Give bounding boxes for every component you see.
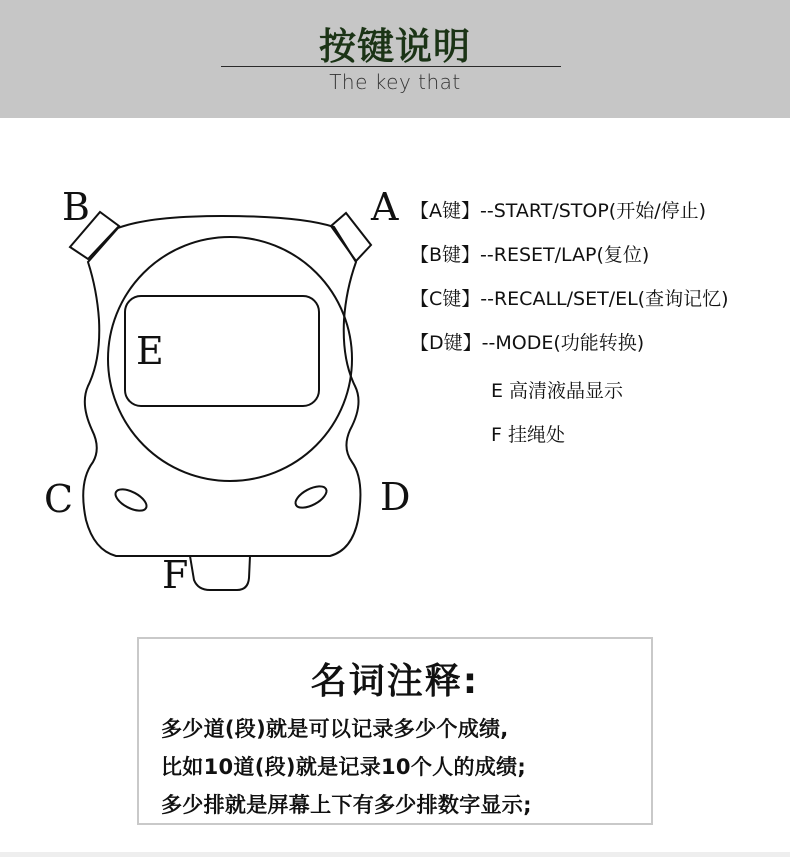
bottom-divider (0, 852, 790, 857)
label-a: A (371, 185, 399, 229)
page-title: 按键说明 (319, 25, 471, 68)
lanyard-loop-shape (190, 556, 250, 590)
button-d-shape (292, 482, 330, 512)
legend-f: F 挂绳处 (491, 424, 565, 446)
glossary-line-1: 多少道(段)就是可以记录多少个成绩, (161, 717, 509, 741)
glossary-box (137, 637, 653, 825)
title-divider (221, 66, 561, 67)
key-b-description: 【B键】--RESET/LAP(复位) (410, 244, 650, 266)
page-subtitle: The key that (329, 70, 461, 94)
key-c-description: 【C键】--RECALL/SET/EL(查询记忆) (410, 288, 729, 310)
label-d: D (380, 475, 411, 519)
label-f: F (162, 553, 189, 597)
label-b: B (62, 185, 90, 229)
key-d-description: 【D键】--MODE(功能转换) (410, 332, 645, 354)
key-a-description: 【A键】--START/STOP(开始/停止) (410, 200, 707, 222)
header-banner (0, 0, 790, 118)
label-e: E (136, 329, 164, 373)
glossary-title: 名词注释: (310, 661, 480, 702)
glossary-line-2: 比如10道(段)就是记录10个人的成绩; (161, 755, 527, 779)
legend-e: E 高清液晶显示 (491, 380, 624, 402)
button-c-shape (112, 485, 150, 515)
label-c: C (44, 477, 74, 521)
glossary-line-3: 多少排就是屏幕上下有多少排数字显示; (161, 793, 532, 817)
